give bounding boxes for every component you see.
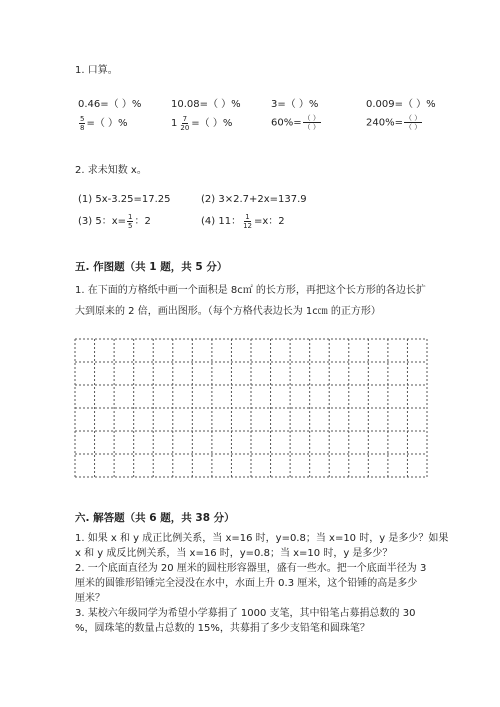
oral-calc-5: $\frac{5}{8}$ =（ ）% <box>80 114 128 132</box>
equation-2: (2) 3×2.7+2x=137.9 <box>201 194 307 205</box>
square-grid[interactable] <box>74 338 428 478</box>
mixed-number: 1 $\frac{7}{20}$ <box>171 115 190 132</box>
blank-fraction: $\frac{( )}{( )}$ <box>404 114 422 131</box>
part6-line: 2. 一个底面直径为 20 厘米的圆柱形容器里，盛有一些水。把一个底面半径为 3 <box>75 563 427 574</box>
part5-heading: 五. 作图题（共 1 题，共 5 分） <box>75 261 228 273</box>
equation-1: (1) 5x-3.25=17.25 <box>78 194 171 205</box>
part6-line: %，圆珠笔的数量占总数的 15%，共募捐了多少支铅笔和圆珠笔？ <box>75 623 370 634</box>
part6-line: x 和 y 成反比例关系，当 x=16 时，y=0.8；当 x=10 时，y 是多少？ <box>75 548 393 559</box>
oral-calc-7: 60%= $\frac{( )}{( )}$ <box>271 114 320 131</box>
oral-calc-6: 1 $\frac{7}{20}$ =（ ）% <box>171 115 233 132</box>
oral-calc-4: 0.009=（ ）% <box>366 99 436 110</box>
part5-question-line1: 1. 在下面的方格纸中画一个面积是 8c㎡ 的长方形，再把这个长方形的各边长扩 <box>75 285 426 296</box>
part6-line: 厘米？ <box>75 593 105 604</box>
equation-4: (4) 11： $\frac{1}{12}$ =x：2 <box>201 212 285 230</box>
section2-title: 2. 求未知数 x。 <box>75 165 147 176</box>
oral-calc-3: 3=（ ）% <box>271 99 319 110</box>
part6-line: 厘米的圆锥形铅锤完全浸没在水中，水面上升 0.3 厘米，这个铅锤的高是多少 <box>75 578 418 589</box>
part6-line: 1. 如果 x 和 y 成正比例关系，当 x=16 时，y=0.8；当 x=10 时，y 是多少？如果 <box>75 533 449 544</box>
equation-3: (3) 5：x= $\frac{1}{5}$ ：2 <box>78 212 151 230</box>
fraction: $\frac{5}{8}$ <box>80 114 85 132</box>
part6-line: 3. 某校六年级同学为希望小学募捐了 1000 支笔，其中铅笔占募捐总数的 30 <box>75 608 416 619</box>
section1-title: 1. 口算。 <box>75 65 118 76</box>
part5-question-line2: 大到原来的 2 倍，画出图形。（每个方格代表边长为 1c㎝ 的正方形） <box>75 306 381 317</box>
oral-calc-8: 240%= $\frac{( )}{( )}$ <box>366 114 422 131</box>
oral-calc-1: 0.46=（ ）% <box>78 99 142 110</box>
blank-fraction: $\frac{( )}{( )}$ <box>303 114 320 131</box>
part6-heading: 六. 解答题（共 6 题，共 38 分） <box>75 512 235 524</box>
oral-calc-2: 10.08=（ ）% <box>171 99 241 110</box>
